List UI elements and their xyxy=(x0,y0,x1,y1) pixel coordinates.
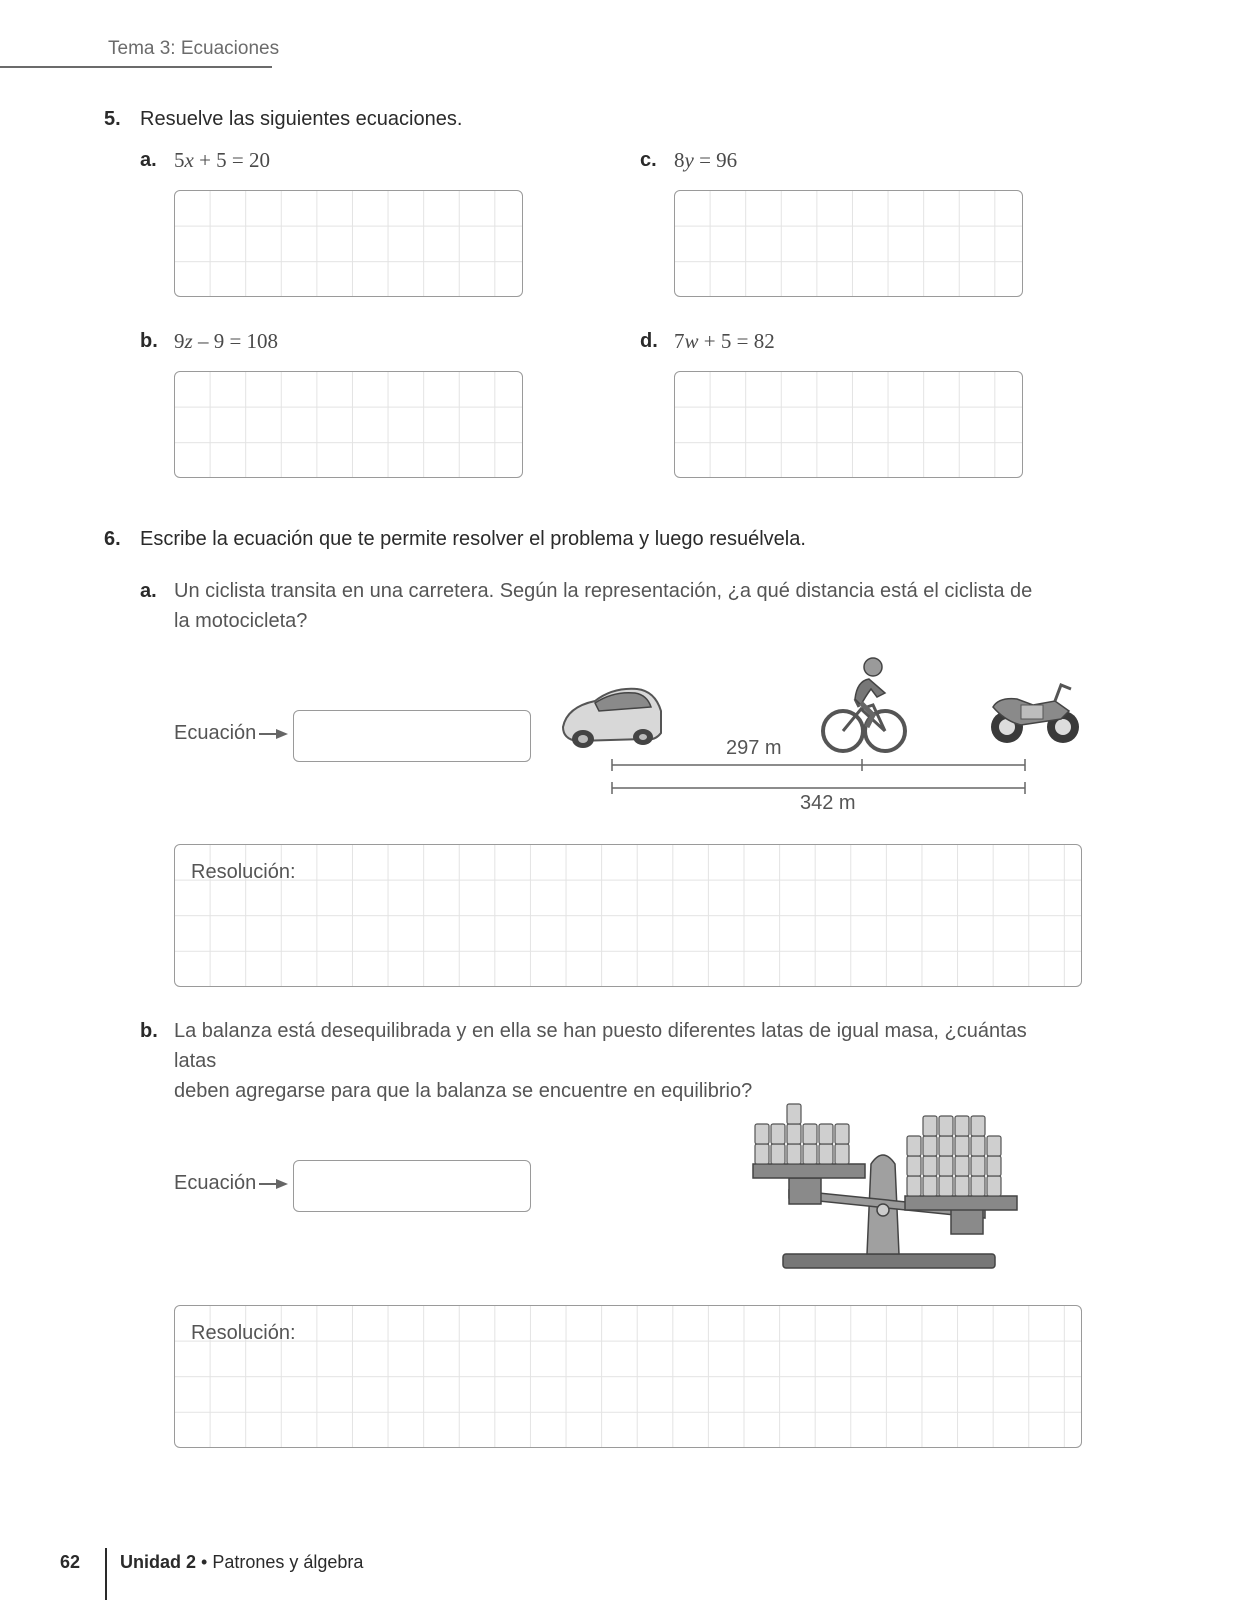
item-6b-letter: b. xyxy=(140,1020,158,1042)
answer-grid-5d[interactable] xyxy=(674,371,1023,478)
item-5c-equation: 8y = 96 xyxy=(674,148,738,172)
question-6-number: 6. xyxy=(104,528,121,550)
resolution-label-6a: Resolución: xyxy=(191,861,296,883)
motorcycle-icon xyxy=(991,685,1079,743)
item-6a-letter: a. xyxy=(140,580,157,602)
car-icon xyxy=(563,689,661,748)
item-5d-equation: 7w + 5 = 82 xyxy=(674,329,775,353)
item-5a-equation: 5x + 5 = 20 xyxy=(174,148,271,172)
equation-label-6b: Ecuación xyxy=(174,1172,257,1194)
answer-grid-5c[interactable] xyxy=(674,190,1023,297)
question-6-prompt: Escribe la ecuación que te permite resolver el problema y luego resuélvela. xyxy=(140,528,806,550)
footer-divider xyxy=(105,1548,107,1600)
answer-grid-5b[interactable] xyxy=(174,371,523,478)
item-5d-letter: d. xyxy=(640,330,658,352)
item-5b-letter: b. xyxy=(140,330,158,352)
left-cans xyxy=(755,1104,849,1164)
answer-grid-5a[interactable] xyxy=(174,190,523,297)
page-number: 62 xyxy=(60,1552,81,1572)
page-header-title: Tema 3: Ecuaciones xyxy=(108,38,280,59)
right-cans xyxy=(907,1116,1001,1196)
resolution-grid-6b[interactable] xyxy=(174,1305,1082,1448)
distance-label-297: 297 m xyxy=(726,737,782,759)
item-5c-letter: c. xyxy=(640,149,657,171)
arrow-right-icon xyxy=(258,1176,290,1192)
equation-input-6a[interactable] xyxy=(293,710,531,762)
cyclist-icon xyxy=(823,658,905,751)
distance-label-342: 342 m xyxy=(800,792,856,814)
header-rule xyxy=(0,66,272,68)
distance-line-short xyxy=(612,759,1025,771)
question-5-prompt: Resuelve las siguientes ecuaciones. xyxy=(140,108,463,130)
item-6a-statement: Un ciclista transita en una carretera. Según la representación, ¿a qué distancia está el ciclista de la motocicleta? xyxy=(174,580,1033,632)
item-5a-letter: a. xyxy=(140,149,157,171)
scale-base xyxy=(783,1254,995,1268)
arrow-right-icon xyxy=(258,726,290,742)
item-6b-statement: La balanza está desequilibrada y en ella se han puesto diferentes latas de igual masa, ¿cuántas latas deben agregarse para que la balanza se encuentre en equilibrio? xyxy=(174,1020,1027,1102)
right-plate xyxy=(905,1196,1017,1210)
footer-unit: Unidad 2 • Patrones y álgebra xyxy=(120,1552,364,1572)
resolution-label-6b: Resolución: xyxy=(191,1322,296,1344)
equation-input-6b[interactable] xyxy=(293,1160,531,1212)
balance-scale-illustration xyxy=(745,1098,1035,1278)
resolution-grid-6a[interactable] xyxy=(174,844,1082,987)
item-5b-equation: 9z – 9 = 108 xyxy=(174,329,279,353)
question-5-number: 5. xyxy=(104,108,121,130)
equation-label-6a: Ecuación xyxy=(174,722,257,744)
left-plate xyxy=(753,1164,865,1178)
